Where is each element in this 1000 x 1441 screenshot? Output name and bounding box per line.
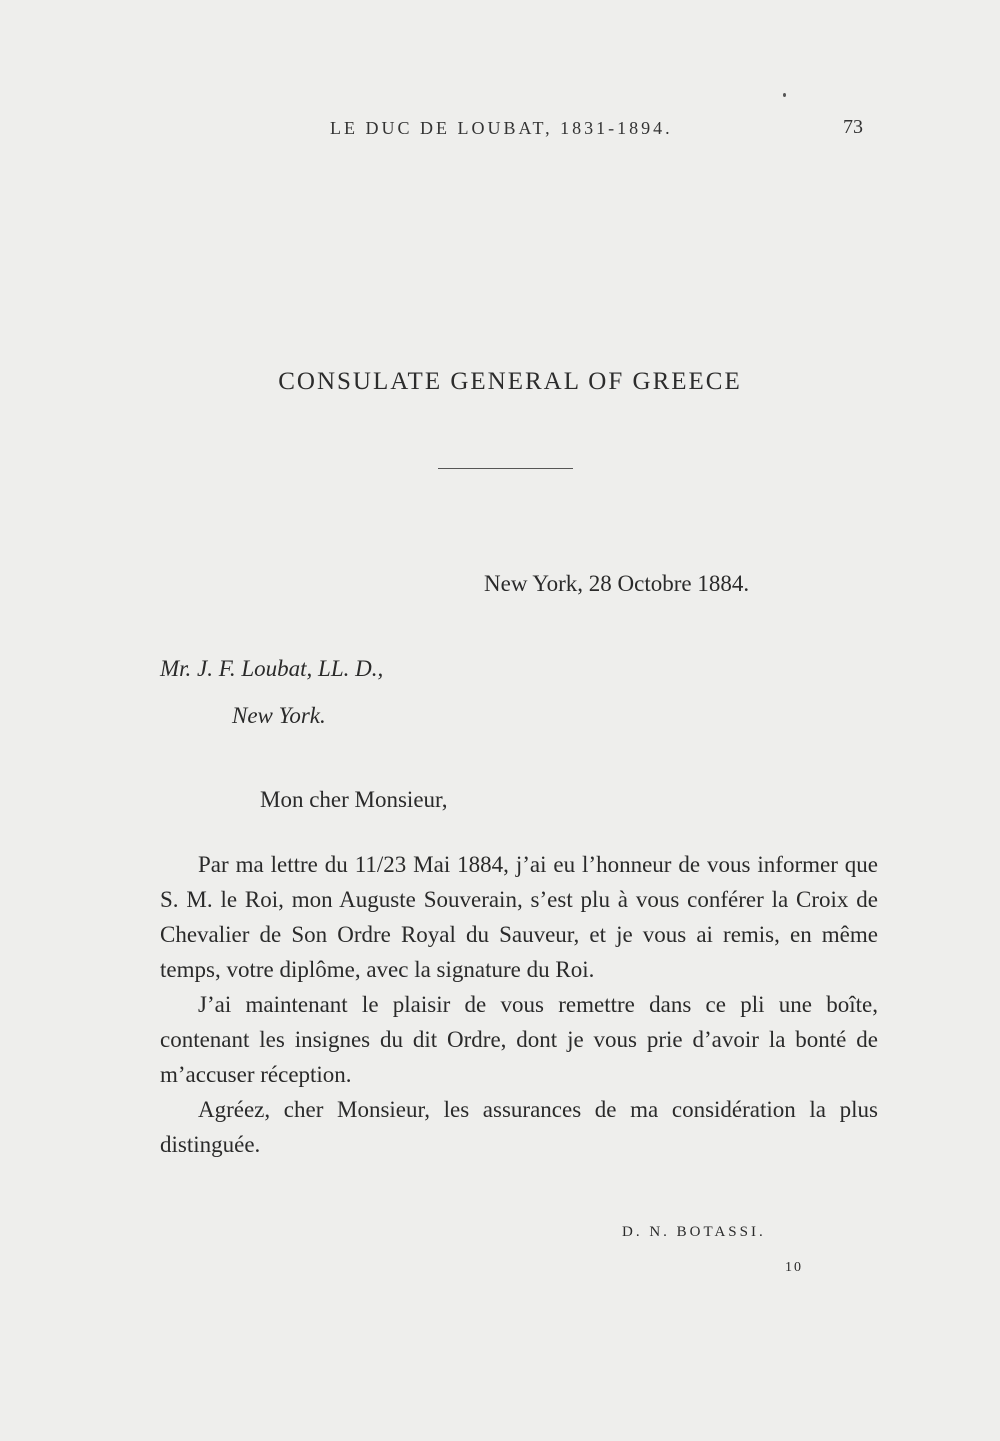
page-number: 73 [843, 116, 863, 138]
paragraph-3: Agréez, cher Monsieur, les assurances de ma considération la plus distinguée. [160, 1097, 878, 1157]
stray-dot [783, 93, 786, 97]
addressee-city: New York. [232, 703, 326, 728]
salutation: Mon cher Monsieur, [260, 787, 448, 812]
running-title: LE DUC DE LOUBAT, 1831-1894. [330, 118, 673, 138]
letter-body [160, 847, 878, 1162]
dateline: New York, 28 Octobre 1884. [484, 571, 750, 596]
heading-rule [438, 468, 573, 469]
addressee-name: Mr. J. F. Loubat, LL. D., [160, 656, 384, 681]
signature: D. N. BOTASSI. [622, 1224, 766, 1240]
letter-heading [0, 368, 1000, 396]
letter-heading-text: CONSULATE GENERAL OF GREECE [278, 368, 742, 395]
paragraph-2: J’ai maintenant le plaisir de vous remettre dans ce pli une boîte, contenant les insignes du dit Ordre, dont je vous prie d’avoir la bonté de m’accuser réception. [160, 992, 878, 1087]
signature-mark: 10 [785, 1260, 803, 1275]
paragraph-1: Par ma lettre du 11/23 Mai 1884, j’ai eu l’honneur de vous informer que S. M. le Roi, mon Auguste Souverain, s’est plu à vous conférer la Croix de Chevalier de Son Ordre Royal du Sauveur, et je vous ai remis, en même temps, votre diplôme, avec la signature du Roi. [160, 852, 878, 982]
